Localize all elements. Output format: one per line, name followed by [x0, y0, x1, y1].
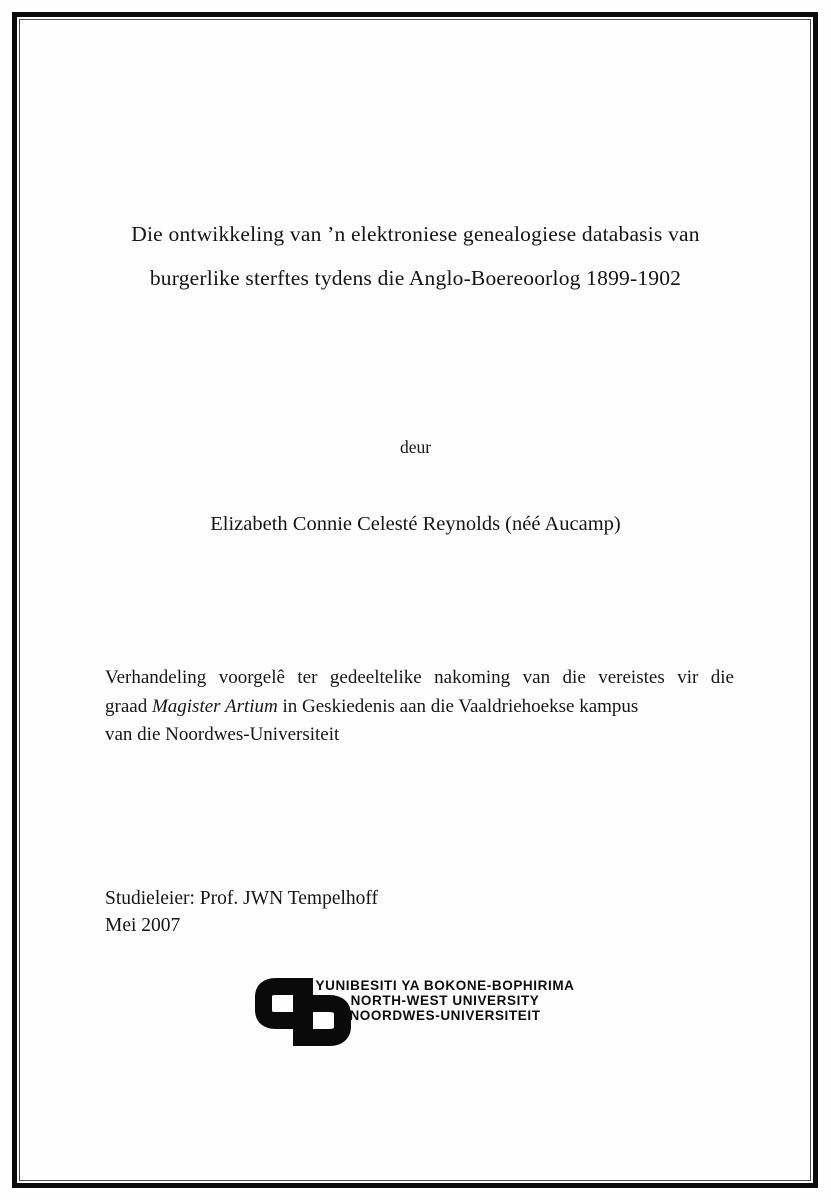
degree-name-italic: Magister Artium [151, 695, 278, 717]
supervisor-block [105, 885, 378, 939]
logo-text-setswana: YUNIBESITI YA BOKONE-BOPHIRIMA [315, 978, 575, 993]
thesis-title-line2: burgerlike sterftes tydens die Anglo-Boereoorlog 1899-1902 [149, 266, 682, 290]
thesis-title [60, 212, 771, 300]
degree-statement-line3: van die Noordwes-Universiteit [105, 724, 340, 745]
thesis-title-line1: Die ontwikkeling van ’n elektroniese genealogiese databasis van [131, 222, 700, 246]
degree-statement [105, 664, 734, 750]
supervisor-line: Studieleier: Prof. JWN Tempelhoff [105, 888, 379, 909]
logo-text-english: NORTH-WEST UNIVERSITY [350, 993, 540, 1008]
degree-statement-line1: Verhandeling voorgelê ter gedeeltelike nakoming van die vereistes vir die [105, 667, 734, 688]
date-line: Mei 2007 [105, 915, 181, 936]
author-name: Elizabeth Connie Celesté Reynolds (néé Aucamp) [210, 513, 621, 535]
logo-text-afrikaans: NOORDWES-UNIVERSITEIT [349, 1008, 541, 1023]
university-logo-text [315, 978, 575, 1023]
degree-statement-line2-prefix: graad [105, 695, 152, 717]
byline-deur: deur [399, 437, 432, 457]
degree-statement-line2 [105, 693, 734, 722]
north-west-university-logo [253, 967, 583, 1057]
degree-statement-line2-suffix: in Geskiedenis aan die Vaaldriehoekse kampus [277, 695, 639, 717]
